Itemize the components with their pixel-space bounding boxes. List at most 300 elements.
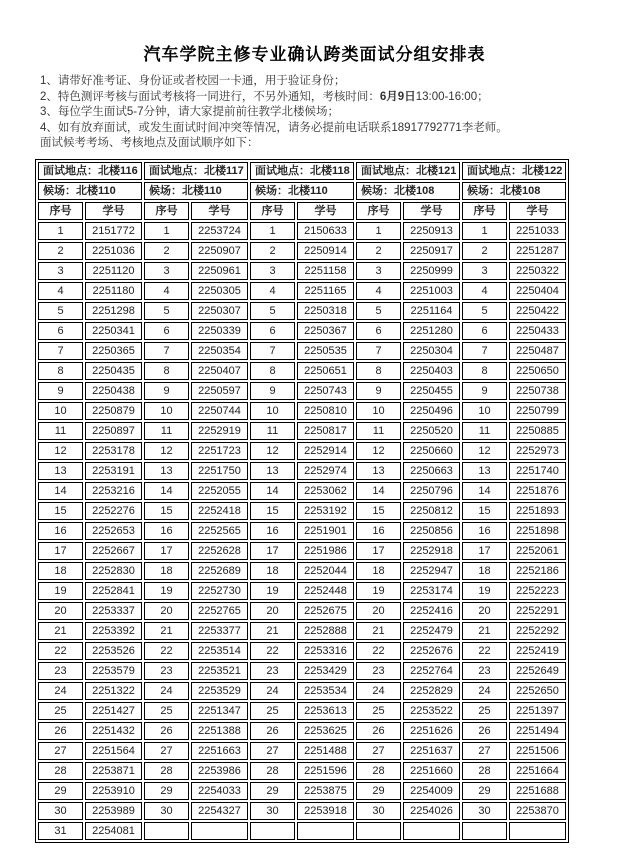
- student-id-cell: 2250597: [191, 382, 248, 400]
- instruction-line: [40, 90, 609, 106]
- student-id-cell: 2253522: [403, 702, 460, 720]
- student-id-cell: 2250307: [191, 302, 248, 320]
- student-id-cell: 2250438: [85, 382, 142, 400]
- seq-cell: 16: [38, 522, 83, 540]
- student-id-cell: 2250961: [191, 262, 248, 280]
- waiting-room-cell: 候场：北楼110: [38, 182, 142, 200]
- instruction-text: 4、如有放弃面试，或发生面试时间冲突等情况，请务必提前电话联系18917792771李老师。: [40, 121, 508, 134]
- student-id-cell: 2250796: [403, 482, 460, 500]
- seq-cell: 28: [38, 762, 83, 780]
- student-id-cell: 2251494: [509, 722, 566, 740]
- student-id-cell: 2253392: [85, 622, 142, 640]
- seq-cell: 6: [250, 322, 295, 340]
- student-id-cell: 2252730: [191, 582, 248, 600]
- interview-location-cell: 面试地点：北楼121: [356, 162, 460, 180]
- student-id-cell: 2250455: [403, 382, 460, 400]
- seq-cell: 21: [38, 622, 83, 640]
- student-id-cell: 2251347: [191, 702, 248, 720]
- column-header-row: [38, 202, 566, 220]
- student-id-cell: 2250738: [509, 382, 566, 400]
- seq-cell: 31: [38, 822, 83, 840]
- seq-cell: 3: [144, 262, 189, 280]
- seq-cell: 27: [250, 742, 295, 760]
- seq-column-header: 序号: [250, 202, 295, 220]
- student-id-cell: 2251986: [297, 542, 354, 560]
- seq-cell: 21: [144, 622, 189, 640]
- seq-cell: 4: [250, 282, 295, 300]
- seq-cell: 11: [250, 422, 295, 440]
- seq-cell: 27: [356, 742, 401, 760]
- table-row: [38, 682, 566, 700]
- seq-cell: 24: [356, 682, 401, 700]
- student-id-cell: 2251164: [403, 302, 460, 320]
- student-id-cell: 2253529: [191, 682, 248, 700]
- student-id-cell: 2250305: [191, 282, 248, 300]
- student-id-cell: 2250856: [403, 522, 460, 540]
- seq-cell: 6: [356, 322, 401, 340]
- seq-cell: 7: [250, 342, 295, 360]
- student-id-cell: 2250341: [85, 322, 142, 340]
- seq-cell: 9: [38, 382, 83, 400]
- student-id-cell: 2252919: [191, 422, 248, 440]
- seq-cell: 10: [144, 402, 189, 420]
- student-id-cell: 2252044: [297, 562, 354, 580]
- student-id-cell: 2252675: [297, 602, 354, 620]
- seq-cell: 29: [356, 782, 401, 800]
- seq-cell: 30: [462, 802, 507, 820]
- seq-cell: 2: [144, 242, 189, 260]
- student-id-cell: 2251626: [403, 722, 460, 740]
- instruction-text-bold: 6月9日: [379, 90, 416, 103]
- seq-column-header: 序号: [356, 202, 401, 220]
- seq-cell: 8: [250, 362, 295, 380]
- seq-cell: 3: [38, 262, 83, 280]
- seq-cell: 7: [144, 342, 189, 360]
- seq-cell: 30: [38, 802, 83, 820]
- student-id-cell: 2253178: [85, 442, 142, 460]
- seq-cell: 27: [38, 742, 83, 760]
- seq-cell: 15: [250, 502, 295, 520]
- table-row: [38, 342, 566, 360]
- student-id-cell: 2250422: [509, 302, 566, 320]
- seq-cell: 3: [462, 262, 507, 280]
- seq-cell: 17: [462, 542, 507, 560]
- seq-column-header: 序号: [144, 202, 189, 220]
- student-id-cell: 2251663: [191, 742, 248, 760]
- student-id-cell: 2253875: [297, 782, 354, 800]
- seq-cell: [144, 822, 189, 840]
- seq-cell: 25: [462, 702, 507, 720]
- seq-cell: 7: [462, 342, 507, 360]
- seq-cell: 25: [250, 702, 295, 720]
- seq-cell: 5: [38, 302, 83, 320]
- student-id-cell: 2252830: [85, 562, 142, 580]
- seq-cell: 11: [144, 422, 189, 440]
- seq-cell: 14: [356, 482, 401, 500]
- seq-cell: 19: [356, 582, 401, 600]
- seq-cell: 10: [356, 402, 401, 420]
- seq-cell: [356, 822, 401, 840]
- student-id-cell: 2250322: [509, 262, 566, 280]
- seq-cell: 4: [356, 282, 401, 300]
- student-id-cell: 2251688: [509, 782, 566, 800]
- student-id-cell: 2252973: [509, 442, 566, 460]
- seq-cell: 26: [250, 722, 295, 740]
- student-id-cell: 2252628: [191, 542, 248, 560]
- student-id-cell: 2252055: [191, 482, 248, 500]
- seq-column-header: 序号: [462, 202, 507, 220]
- student-id-cell: [403, 822, 460, 840]
- student-id-cell: 2252689: [191, 562, 248, 580]
- student-id-cell: 2251664: [509, 762, 566, 780]
- seq-cell: 2: [462, 242, 507, 260]
- student-id-cell: 2251180: [85, 282, 142, 300]
- seq-cell: 24: [144, 682, 189, 700]
- seq-cell: 18: [462, 562, 507, 580]
- student-id-cell: 2252765: [191, 602, 248, 620]
- seq-cell: [462, 822, 507, 840]
- table-row: [38, 442, 566, 460]
- seq-cell: 24: [462, 682, 507, 700]
- seq-cell: 24: [38, 682, 83, 700]
- student-id-cell: 2251750: [191, 462, 248, 480]
- seq-cell: 5: [144, 302, 189, 320]
- seq-cell: 1: [38, 222, 83, 240]
- student-id-cell: 2250907: [191, 242, 248, 260]
- student-id-cell: 2250496: [403, 402, 460, 420]
- seq-cell: 18: [250, 562, 295, 580]
- student-id-cell: 2251637: [403, 742, 460, 760]
- table-row: [38, 542, 566, 560]
- seq-cell: 17: [250, 542, 295, 560]
- seq-cell: 6: [38, 322, 83, 340]
- student-id-cell: 2253316: [297, 642, 354, 660]
- instructions-block: [40, 74, 609, 152]
- student-id-cell: 2250435: [85, 362, 142, 380]
- student-id-cell: 2252276: [85, 502, 142, 520]
- student-id-cell: 2253989: [85, 802, 142, 820]
- student-id-cell: 2252676: [403, 642, 460, 660]
- instruction-text: 13:00-16:00；: [415, 90, 489, 103]
- student-id-column-header: 学号: [85, 202, 142, 220]
- seq-cell: 12: [250, 442, 295, 460]
- seq-cell: 2: [250, 242, 295, 260]
- student-id-cell: 2251901: [297, 522, 354, 540]
- seq-cell: 24: [250, 682, 295, 700]
- seq-cell: 13: [250, 462, 295, 480]
- student-id-cell: 2253216: [85, 482, 142, 500]
- student-id-cell: 2250879: [85, 402, 142, 420]
- student-id-cell: 2252565: [191, 522, 248, 540]
- seq-cell: 12: [144, 442, 189, 460]
- seq-cell: 25: [356, 702, 401, 720]
- interview-location-cell: 面试地点：北楼122: [462, 162, 566, 180]
- seq-cell: 19: [144, 582, 189, 600]
- student-id-cell: 2250339: [191, 322, 248, 340]
- instruction-text: 面试候考考场、考核地点及面试顺序如下：: [40, 137, 259, 149]
- table-row: [38, 702, 566, 720]
- student-id-cell: 2251488: [297, 742, 354, 760]
- student-id-cell: 2250651: [297, 362, 354, 380]
- seq-cell: 29: [462, 782, 507, 800]
- student-id-cell: 2250917: [403, 242, 460, 260]
- student-id-cell: 2250404: [509, 282, 566, 300]
- student-id-cell: 2254033: [191, 782, 248, 800]
- student-id-cell: 2251893: [509, 502, 566, 520]
- waiting-room-cell: 候场：北楼108: [356, 182, 460, 200]
- seq-cell: 23: [356, 662, 401, 680]
- student-id-cell: 2250365: [85, 342, 142, 360]
- seq-cell: 29: [144, 782, 189, 800]
- table-row: [38, 402, 566, 420]
- seq-cell: 22: [144, 642, 189, 660]
- table-row: [38, 482, 566, 500]
- student-id-cell: 2250897: [85, 422, 142, 440]
- table-row: [38, 722, 566, 740]
- seq-cell: 11: [356, 422, 401, 440]
- seq-cell: 28: [356, 762, 401, 780]
- table-row: [38, 422, 566, 440]
- seq-cell: 23: [250, 662, 295, 680]
- seq-cell: 9: [144, 382, 189, 400]
- seq-cell: 16: [144, 522, 189, 540]
- student-id-cell: 2253625: [297, 722, 354, 740]
- instruction-line: [40, 105, 609, 121]
- waiting-room-cell: 候场：北楼110: [144, 182, 248, 200]
- seq-cell: 26: [38, 722, 83, 740]
- student-id-cell: 2250663: [403, 462, 460, 480]
- student-id-cell: 2250999: [403, 262, 460, 280]
- student-id-cell: 2252223: [509, 582, 566, 600]
- student-id-cell: 2253521: [191, 662, 248, 680]
- seq-cell: 26: [144, 722, 189, 740]
- location-header-row: [38, 162, 566, 180]
- seq-cell: 1: [356, 222, 401, 240]
- student-id-cell: 2250354: [191, 342, 248, 360]
- seq-cell: 4: [462, 282, 507, 300]
- seq-cell: 19: [462, 582, 507, 600]
- seq-cell: 19: [250, 582, 295, 600]
- seq-cell: 22: [38, 642, 83, 660]
- student-id-cell: 2253870: [509, 802, 566, 820]
- seq-cell: 25: [144, 702, 189, 720]
- seq-cell: 20: [250, 602, 295, 620]
- student-id-cell: 2250487: [509, 342, 566, 360]
- student-id-cell: 2252918: [403, 542, 460, 560]
- seq-cell: 19: [38, 582, 83, 600]
- student-id-cell: 2250304: [403, 342, 460, 360]
- seq-cell: 8: [144, 362, 189, 380]
- seq-cell: 30: [250, 802, 295, 820]
- student-id-cell: 2252974: [297, 462, 354, 480]
- instruction-line: [40, 136, 609, 152]
- student-id-cell: 2251432: [85, 722, 142, 740]
- seq-cell: 14: [250, 482, 295, 500]
- table-row: [38, 362, 566, 380]
- seq-cell: 11: [462, 422, 507, 440]
- seq-cell: 14: [38, 482, 83, 500]
- seq-cell: 18: [144, 562, 189, 580]
- student-id-column-header: 学号: [509, 202, 566, 220]
- interview-location-cell: 面试地点：北楼116: [38, 162, 142, 180]
- seq-cell: 10: [38, 402, 83, 420]
- student-id-cell: 2252888: [297, 622, 354, 640]
- seq-cell: 23: [38, 662, 83, 680]
- student-id-cell: 2253337: [85, 602, 142, 620]
- seq-cell: 12: [38, 442, 83, 460]
- seq-cell: 15: [356, 502, 401, 520]
- student-id-cell: 2252650: [509, 682, 566, 700]
- table-row: [38, 382, 566, 400]
- seq-cell: 10: [250, 402, 295, 420]
- seq-cell: 2: [356, 242, 401, 260]
- student-id-cell: 2251898: [509, 522, 566, 540]
- seq-cell: 27: [144, 742, 189, 760]
- student-id-column-header: 学号: [191, 202, 248, 220]
- student-id-cell: 2253192: [297, 502, 354, 520]
- student-id-cell: 2254009: [403, 782, 460, 800]
- seq-column-header: 序号: [38, 202, 83, 220]
- seq-cell: 3: [356, 262, 401, 280]
- student-id-cell: 2252186: [509, 562, 566, 580]
- student-id-cell: 2251388: [191, 722, 248, 740]
- seq-cell: 15: [144, 502, 189, 520]
- student-id-cell: 2252292: [509, 622, 566, 640]
- seq-cell: 6: [144, 322, 189, 340]
- seq-cell: 15: [462, 502, 507, 520]
- instruction-line: [40, 121, 609, 137]
- seq-cell: [250, 822, 295, 840]
- interview-location-cell: 面试地点：北楼117: [144, 162, 248, 180]
- student-id-column-header: 学号: [403, 202, 460, 220]
- seq-cell: 2: [38, 242, 83, 260]
- seq-cell: 9: [462, 382, 507, 400]
- student-id-cell: 2250318: [297, 302, 354, 320]
- student-id-cell: 2251120: [85, 262, 142, 280]
- student-id-cell: 2250433: [509, 322, 566, 340]
- seq-cell: 10: [462, 402, 507, 420]
- student-id-cell: 2250367: [297, 322, 354, 340]
- student-id-cell: 2252416: [403, 602, 460, 620]
- interview-location-cell: 面试地点：北楼118: [250, 162, 354, 180]
- waiting-room-header-row: [38, 182, 566, 200]
- student-id-cell: 2250799: [509, 402, 566, 420]
- table-row: [38, 622, 566, 640]
- student-id-cell: 2252947: [403, 562, 460, 580]
- student-id-cell: 2252448: [297, 582, 354, 600]
- student-id-cell: 2251280: [403, 322, 460, 340]
- student-id-cell: 2250914: [297, 242, 354, 260]
- seq-cell: 23: [462, 662, 507, 680]
- seq-cell: 12: [462, 442, 507, 460]
- table-row: [38, 282, 566, 300]
- seq-cell: 16: [250, 522, 295, 540]
- seq-cell: 29: [38, 782, 83, 800]
- student-id-cell: 2252914: [297, 442, 354, 460]
- student-id-cell: 2254327: [191, 802, 248, 820]
- seq-cell: 13: [462, 462, 507, 480]
- seq-cell: 13: [356, 462, 401, 480]
- seq-cell: 21: [462, 622, 507, 640]
- student-id-cell: 2253526: [85, 642, 142, 660]
- student-id-cell: 2251033: [509, 222, 566, 240]
- seq-cell: 30: [356, 802, 401, 820]
- student-id-cell: 2251036: [85, 242, 142, 260]
- student-id-cell: 2250650: [509, 362, 566, 380]
- table-row: [38, 522, 566, 540]
- student-id-cell: 2252418: [191, 502, 248, 520]
- seq-cell: 30: [144, 802, 189, 820]
- seq-cell: 9: [250, 382, 295, 400]
- student-id-cell: 2250520: [403, 422, 460, 440]
- student-id-cell: 2253174: [403, 582, 460, 600]
- seq-cell: 27: [462, 742, 507, 760]
- seq-cell: 9: [356, 382, 401, 400]
- student-id-cell: 2251660: [403, 762, 460, 780]
- table-row: [38, 662, 566, 680]
- seq-cell: 16: [356, 522, 401, 540]
- seq-cell: 7: [356, 342, 401, 360]
- seq-cell: 22: [356, 642, 401, 660]
- student-id-cell: 2253514: [191, 642, 248, 660]
- student-id-cell: 2251165: [297, 282, 354, 300]
- seq-cell: 20: [144, 602, 189, 620]
- seq-cell: 1: [144, 222, 189, 240]
- seq-cell: 23: [144, 662, 189, 680]
- waiting-room-cell: 候场：北楼108: [462, 182, 566, 200]
- student-id-cell: 2252667: [85, 542, 142, 560]
- seq-cell: 29: [250, 782, 295, 800]
- seq-cell: 1: [250, 222, 295, 240]
- student-id-cell: 2251298: [85, 302, 142, 320]
- seq-cell: 26: [462, 722, 507, 740]
- seq-cell: 13: [144, 462, 189, 480]
- seq-cell: 8: [38, 362, 83, 380]
- seq-cell: 17: [144, 542, 189, 560]
- table-row: [38, 762, 566, 780]
- student-id-cell: 2250810: [297, 402, 354, 420]
- student-id-cell: 2252061: [509, 542, 566, 560]
- instruction-text: 3、每位学生面试5-7分钟，请大家提前前往教学北楼候场；: [40, 106, 340, 118]
- seq-cell: 18: [356, 562, 401, 580]
- seq-cell: 20: [38, 602, 83, 620]
- student-id-cell: 2250535: [297, 342, 354, 360]
- table-row: [38, 822, 566, 840]
- seq-cell: 6: [462, 322, 507, 340]
- student-id-cell: 2252829: [403, 682, 460, 700]
- instruction-line: [40, 74, 609, 90]
- instruction-text: 2、特色测评考核与面试考核将一同进行，不另外通知，考核时间：: [40, 90, 380, 103]
- seq-cell: 8: [462, 362, 507, 380]
- table-row: [38, 222, 566, 240]
- seq-cell: 1: [462, 222, 507, 240]
- seq-cell: 14: [144, 482, 189, 500]
- student-id-cell: 2251564: [85, 742, 142, 760]
- seq-cell: 8: [356, 362, 401, 380]
- student-id-cell: 2251158: [297, 262, 354, 280]
- student-id-cell: 2254026: [403, 802, 460, 820]
- seq-cell: 22: [462, 642, 507, 660]
- student-id-cell: 2253613: [297, 702, 354, 720]
- student-id-cell: 2253724: [191, 222, 248, 240]
- interview-schedule-table: [35, 159, 569, 843]
- seq-cell: 17: [38, 542, 83, 560]
- table-row: [38, 322, 566, 340]
- student-id-cell: [509, 822, 566, 840]
- seq-cell: 28: [250, 762, 295, 780]
- student-id-cell: 2253377: [191, 622, 248, 640]
- student-id-cell: 2252479: [403, 622, 460, 640]
